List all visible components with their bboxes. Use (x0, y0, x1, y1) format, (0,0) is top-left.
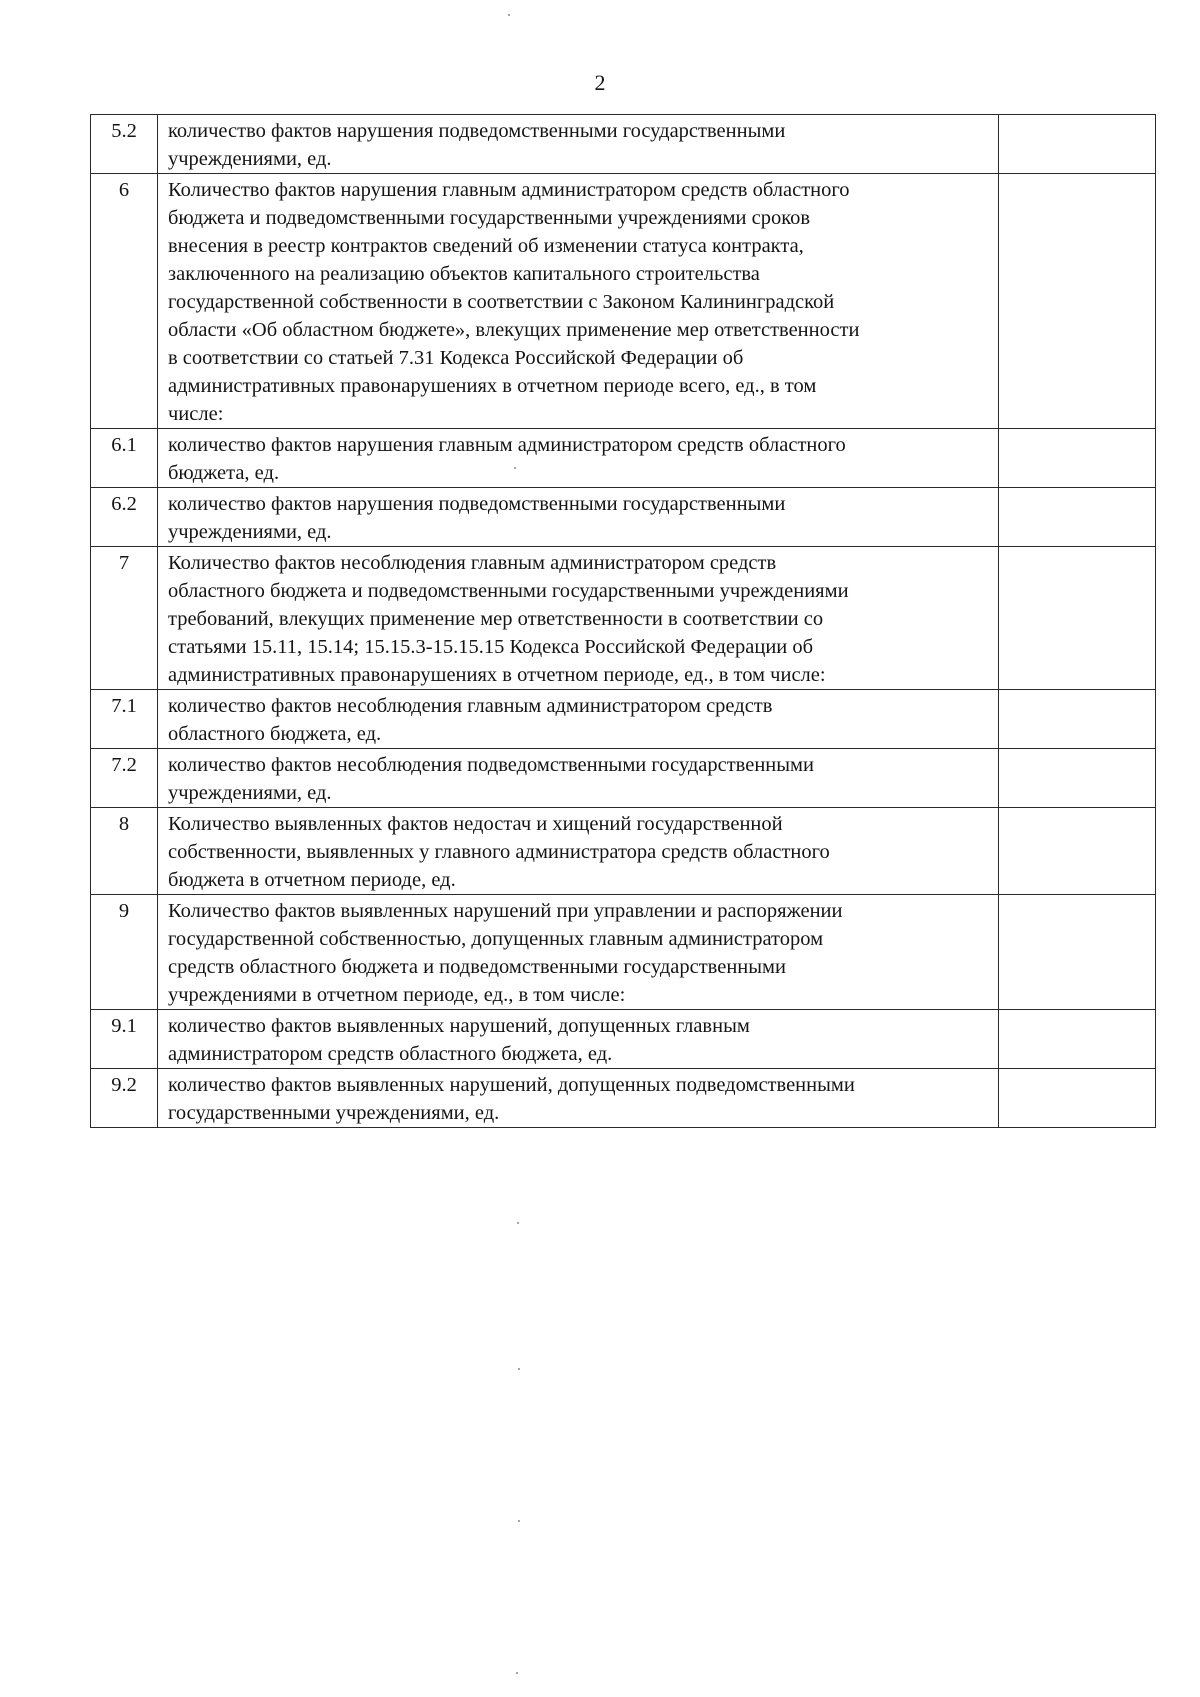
indicator-description (158, 429, 999, 488)
description-line: количество фактов выявленных нарушений, допущенных главным (168, 1015, 750, 1037)
description-line: учреждениями в отчетном периоде, ед., в том числе: (168, 984, 626, 1006)
table-row (91, 174, 1156, 429)
scan-speck (516, 1672, 518, 1674)
description-line: учреждениями, ед. (168, 148, 332, 170)
description-line: заключенного на реализацию объектов капитального строительства (168, 263, 760, 285)
row-number: 6.1 (91, 429, 158, 488)
description-line: требований, влекущих применение мер ответственности в соответствии со (168, 608, 824, 630)
description-line: количество фактов несоблюдения подведомственными государственными (168, 754, 814, 776)
scan-speck (517, 1222, 519, 1224)
scan-speck (518, 1368, 520, 1370)
scan-speck (514, 467, 516, 469)
description-line: количество фактов нарушения подведомственными государственными (168, 120, 786, 142)
row-number: 6 (91, 174, 158, 429)
table-row (91, 895, 1156, 1010)
table-row (91, 808, 1156, 895)
description-line: областного бюджета и подведомственными государственными учреждениями (168, 580, 849, 602)
table-row (91, 429, 1156, 488)
indicators-table (90, 114, 1156, 1128)
row-number: 9.1 (91, 1010, 158, 1069)
indicator-description (158, 1010, 999, 1069)
row-number: 7.2 (91, 749, 158, 808)
description-line: административных правонарушениях в отчетном периоде, ед., в том числе: (168, 664, 826, 686)
indicator-value-cell (999, 690, 1156, 749)
indicator-value-cell (999, 488, 1156, 547)
indicators-table-body (91, 115, 1156, 1128)
description-line: Количество фактов нарушения главным администратором средств областного (168, 179, 850, 201)
description-line: Количество фактов выявленных нарушений при управлении и распоряжении (168, 900, 843, 922)
description-line: административных правонарушениях в отчетном периоде всего, ед., в том (168, 375, 817, 397)
table-row (91, 488, 1156, 547)
indicator-value-cell (999, 749, 1156, 808)
table-row (91, 1010, 1156, 1069)
indicator-value-cell (999, 174, 1156, 429)
scan-speck (508, 14, 510, 16)
description-line: государственной собственностью, допущенных главным администратором (168, 928, 824, 950)
indicator-description (158, 488, 999, 547)
indicator-description (158, 115, 999, 174)
table-row (91, 1069, 1156, 1128)
description-line: государственными учреждениями, ед. (168, 1102, 500, 1124)
row-number: 9.2 (91, 1069, 158, 1128)
description-line: в соответствии со статьей 7.31 Кодекса Российской Федерации об (168, 347, 744, 369)
description-line: Количество выявленных фактов недостач и хищений государственной (168, 813, 783, 835)
description-line: государственной собственности в соответствии с Законом Калининградской (168, 291, 835, 313)
indicator-description (158, 547, 999, 690)
description-line: количество фактов нарушения подведомственными государственными (168, 493, 786, 515)
indicator-description (158, 808, 999, 895)
row-number: 7.1 (91, 690, 158, 749)
row-number: 5.2 (91, 115, 158, 174)
indicator-value-cell (999, 429, 1156, 488)
row-number: 6.2 (91, 488, 158, 547)
indicator-description (158, 1069, 999, 1128)
indicator-value-cell (999, 1069, 1156, 1128)
description-line: статьями 15.11, 15.14; 15.15.3-15.15.15 Кодекса Российской Федерации об (168, 636, 814, 658)
row-number: 9 (91, 895, 158, 1010)
description-line: Количество фактов несоблюдения главным администратором средств (168, 552, 777, 574)
description-line: внесения в реестр контрактов сведений об изменении статуса контракта, (168, 235, 804, 257)
row-number: 7 (91, 547, 158, 690)
description-line: бюджета и подведомственными государственными учреждениями сроков (168, 207, 811, 229)
indicator-description (158, 690, 999, 749)
page-number: 2 (594, 70, 606, 95)
indicator-description (158, 749, 999, 808)
table-row (91, 749, 1156, 808)
indicator-value-cell (999, 895, 1156, 1010)
description-line: количество фактов нарушения главным администратором средств областного (168, 434, 846, 456)
description-line: бюджета, ед. (168, 462, 280, 484)
table-row (91, 115, 1156, 174)
description-line: числе: (168, 403, 224, 425)
indicator-value-cell (999, 808, 1156, 895)
indicator-description (158, 895, 999, 1010)
description-line: областного бюджета, ед. (168, 723, 382, 745)
row-number: 8 (91, 808, 158, 895)
scan-speck (518, 1520, 520, 1522)
description-line: учреждениями, ед. (168, 782, 332, 804)
indicator-value-cell (999, 115, 1156, 174)
description-line: собственности, выявленных у главного администратора средств областного (168, 841, 830, 863)
indicator-value-cell (999, 547, 1156, 690)
description-line: области «Об областном бюджете», влекущих применение мер ответственности (168, 319, 860, 341)
indicator-description (158, 174, 999, 429)
description-line: учреждениями, ед. (168, 521, 332, 543)
description-line: средств областного бюджета и подведомственными государственными (168, 956, 786, 978)
description-line: количество фактов выявленных нарушений, допущенных подведомственными (168, 1074, 855, 1096)
table-row (91, 690, 1156, 749)
description-line: администратором средств областного бюджета, ед. (168, 1043, 613, 1065)
indicator-value-cell (999, 1010, 1156, 1069)
table-row (91, 547, 1156, 690)
description-line: количество фактов несоблюдения главным администратором средств (168, 695, 773, 717)
description-line: бюджета в отчетном периоде, ед. (168, 869, 456, 891)
